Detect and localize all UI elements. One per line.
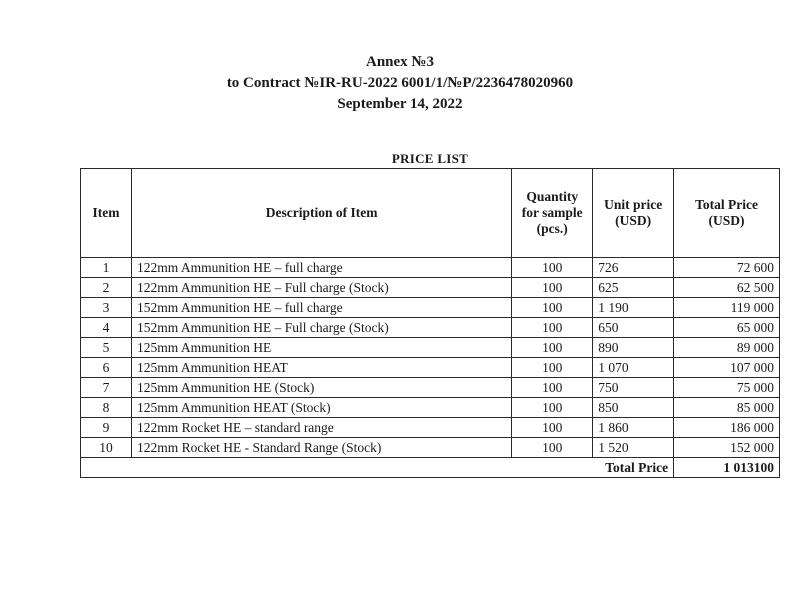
table-row	[81, 278, 780, 298]
cell-description: 125mm Ammunition HEAT	[131, 358, 511, 378]
cell-unit-price: 750	[593, 378, 674, 398]
table-body	[81, 258, 780, 458]
cell-total-price: 186 000	[674, 418, 780, 438]
table-row	[81, 378, 780, 398]
cell-quantity: 100	[512, 278, 593, 298]
document-date: September 14, 2022	[337, 96, 463, 112]
cell-item: 3	[81, 298, 132, 318]
header-description: Description of Item	[131, 169, 511, 258]
cell-description: 122mm Rocket HE - Standard Range (Stock)	[131, 438, 511, 458]
cell-total-price: 89 000	[674, 338, 780, 358]
cell-total-price: 119 000	[674, 298, 780, 318]
cell-item: 10	[81, 438, 132, 458]
cell-unit-price: 1 860	[593, 418, 674, 438]
cell-item: 2	[81, 278, 132, 298]
cell-total-price: 65 000	[674, 318, 780, 338]
table-row	[81, 298, 780, 318]
table-row	[81, 318, 780, 338]
table-row	[81, 258, 780, 278]
table-row	[81, 438, 780, 458]
cell-item: 8	[81, 398, 132, 418]
cell-unit-price: 625	[593, 278, 674, 298]
cell-quantity: 100	[512, 378, 593, 398]
cell-total-price: 85 000	[674, 398, 780, 418]
cell-total-price: 75 000	[674, 378, 780, 398]
cell-unit-price: 890	[593, 338, 674, 358]
cell-description: 122mm Ammunition HE – Full charge (Stock)	[131, 278, 511, 298]
cell-description: 122mm Ammunition HE – full charge	[131, 258, 511, 278]
cell-unit-price: 1 070	[593, 358, 674, 378]
cell-description: 152mm Ammunition HE – full charge	[131, 298, 511, 318]
cell-description: 125mm Ammunition HE (Stock)	[131, 378, 511, 398]
cell-quantity: 100	[512, 318, 593, 338]
table-row	[81, 418, 780, 438]
cell-unit-price: 1 190	[593, 298, 674, 318]
cell-total-price: 152 000	[674, 438, 780, 458]
cell-unit-price: 850	[593, 398, 674, 418]
cell-total-price: 107 000	[674, 358, 780, 378]
document-header	[0, 52, 800, 115]
cell-quantity: 100	[512, 258, 593, 278]
table-row	[81, 338, 780, 358]
cell-quantity: 100	[512, 298, 593, 318]
price-list-table	[80, 168, 780, 478]
cell-description: 125mm Ammunition HEAT (Stock)	[131, 398, 511, 418]
header-item: Item	[81, 169, 132, 258]
cell-total-price: 72 600	[674, 258, 780, 278]
total-label: Total Price	[81, 458, 674, 478]
price-list-title: PRICE LIST	[391, 151, 469, 166]
header-unit-price: Unit price (USD)	[593, 169, 674, 258]
cell-quantity: 100	[512, 438, 593, 458]
cell-item: 1	[81, 258, 132, 278]
total-row	[81, 458, 780, 478]
contract-reference: to Contract №IR-RU-2022 6001/1/№P/2236478020960	[226, 75, 574, 91]
total-value: 1 013100	[674, 458, 780, 478]
header-total-price: Total Price (USD)	[674, 169, 780, 258]
cell-quantity: 100	[512, 398, 593, 418]
cell-item: 9	[81, 418, 132, 438]
annex-title: Annex №3	[366, 54, 434, 70]
table-header-row	[81, 169, 780, 258]
cell-description: 152mm Ammunition HE – Full charge (Stock)	[131, 318, 511, 338]
cell-item: 5	[81, 338, 132, 358]
cell-unit-price: 650	[593, 318, 674, 338]
header-quantity: Quantity for sample (pcs.)	[512, 169, 593, 258]
cell-quantity: 100	[512, 338, 593, 358]
cell-description: 125mm Ammunition HE	[131, 338, 511, 358]
cell-item: 7	[81, 378, 132, 398]
table-row	[81, 358, 780, 378]
table-row	[81, 398, 780, 418]
cell-quantity: 100	[512, 358, 593, 378]
cell-unit-price: 726	[593, 258, 674, 278]
cell-description: 122mm Rocket HE – standard range	[131, 418, 511, 438]
cell-quantity: 100	[512, 418, 593, 438]
cell-total-price: 62 500	[674, 278, 780, 298]
cell-item: 6	[81, 358, 132, 378]
cell-unit-price: 1 520	[593, 438, 674, 458]
cell-item: 4	[81, 318, 132, 338]
